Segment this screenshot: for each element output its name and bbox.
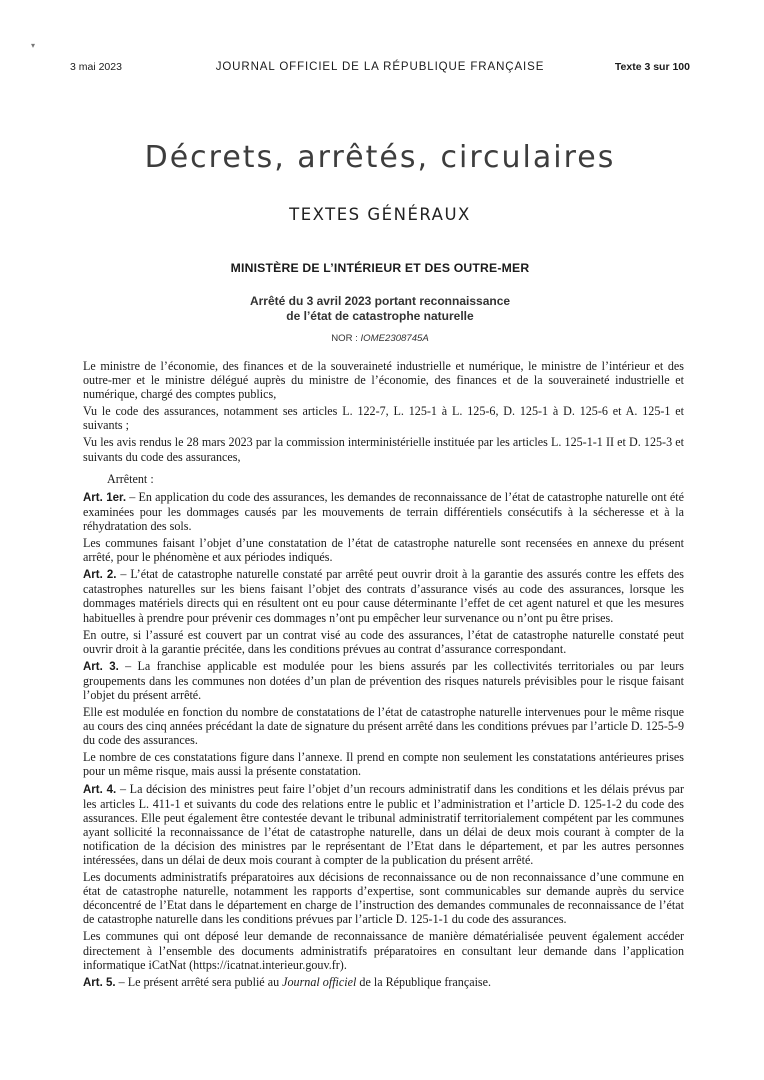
page-header: [70, 61, 690, 77]
article-5-text-post: de la République française.: [356, 974, 492, 989]
ministry-name: MINISTÈRE DE L’INTÉRIEUR ET DES OUTRE-MER: [230, 261, 530, 275]
article-3-paragraph-2: Elle est modulée en fonction du nombre de constatations de l’état de catastrophe naturelle intervenues pour le même risque au cours des cinq années précédant la date de signature du présent arrêté dans les conditions prévues par l’article D. 125-5-9 du code des assurances.: [83, 705, 684, 748]
article-4-text-1: – La décision des ministres peut faire l’objet d’un recours administratif dans les conditions et les délais prévus par les articles L. 411-1 et suivants du code des relations entre le public et l’administration et l’article D. 125-1-2 du code des assurances. Elle peut également être contestée devant le tribunal administratif territorialement compétent par les communes ayant sollicité la reconnaissance de l’état de catastrophe naturelle, dans un délai de deux mois courant à compter de la notification de la décision des ministres par le représentant de l’Etat dans le département, et par les autres personnes intéressées, dans un délai de deux mois courant à compter de la publication du présent arrêté.: [83, 781, 685, 867]
article-2-text-1: – L’état de catastrophe naturelle constaté par arrêté peut ouvrir droit à la garantie des assurés contre les effets des catastrophes naturelles sur les biens faisant l’objet des contrats d’assurance visés au code des assurances, lorsque les dommages matériels directs qui en résultent ont eu pour cause déterminante l’effet de cet agent naturel et que les mesures habituelles à prendre pour prévenir ces dommages n’ont pu empêcher leur survenance ou n’ont pu être prises.: [83, 567, 684, 625]
header-date: 3 mai 2023: [70, 61, 122, 73]
article-3-text-1: – La franchise applicable est modulée pour les biens assurés par les collectivités territoriales ou par leurs groupements dans les communes non dotées d’un plan de prévention des risques naturels prévisibles pour le risque faisant l’objet du présent arrêté.: [83, 658, 685, 702]
article-1-paragraph-1: [83, 490, 684, 533]
article-1-label: Art. 1er.: [83, 491, 127, 504]
article-1-text-1: – En application du code des assurances, les demandes de reconnaissance de l’état de catastrophe naturelle ont été examinées pour les dommages causés par les mouvements de terrain différentiels consécutifs à la sécheresse et à la réhydratation des sols.: [83, 489, 685, 533]
nor-label: NOR :: [331, 333, 361, 344]
header-text-number: Texte 3 sur 100: [614, 61, 690, 73]
article-4-label: Art. 4.: [83, 783, 117, 796]
article-3-paragraph-1: [83, 659, 684, 702]
vu-paragraph-1: Vu le code des assurances, notamment ses articles L. 122-7, L. 125-1 à L. 125-6, D. 125-1 à D. 125-6 et A. 125-1 et suivants ;: [83, 404, 684, 433]
article-5-journal-officiel: Journal officiel: [282, 974, 357, 989]
vu-paragraph-2: Vu les avis rendus le 28 mars 2023 par la commission interministérielle instituée par les articles L. 125-1-1 II et D. 125-3 et suivants du code des assurances,: [83, 435, 684, 464]
article-5-text-pre: – Le présent arrêté sera publié au: [115, 974, 283, 989]
arrete-title: [70, 294, 690, 323]
nor-reference: [70, 333, 690, 344]
sub-title: TEXTES GÉNÉRAUX: [289, 205, 471, 224]
article-2-paragraph-1: [83, 567, 684, 624]
arrete-title-line-1: Arrêté du 3 avril 2023 portant reconnaissance: [249, 294, 511, 308]
header-journal-title: JOURNAL OFFICIEL DE LA RÉPUBLIQUE FRANÇAISE: [215, 61, 545, 73]
article-4-paragraph-3: Les communes qui ont déposé leur demande de reconnaissance de manière dématérialisée peuvent également accéder directement à l’ensemble des documents administratifs préparatoires en consultant leur demande dans l’application informatique iCatNat (https://icatnat.interieur.gouv.fr).: [83, 929, 684, 972]
article-2-label: Art. 2.: [83, 569, 117, 582]
arretent-label: Arrêtent :: [107, 471, 154, 486]
arrete-title-line-2: de l’état de catastrophe naturelle: [286, 308, 474, 323]
article-3-paragraph-3: Le nombre de ces constatations figure dans l’annexe. Il prend en compte non seulement les constatations antérieures prises pour un même risque, mais aussi la présente constatation.: [83, 750, 684, 779]
scan-speck: ▾: [31, 41, 36, 50]
nor-code: IOME2308745A: [360, 333, 429, 344]
article-5-label: Art. 5.: [83, 976, 116, 989]
article-1-paragraph-2: Les communes faisant l’objet d’une constatation de l’état de catastrophe naturelle sont recensées en annexe du présent arrêté, pour le phénomène et aux périodes indiqués.: [83, 536, 684, 565]
article-2-paragraph-2: En outre, si l’assuré est couvert par un contrat visé au code des assurances, l’état de catastrophe naturelle constaté peut ouvrir droit à la garantie précitée, dans les conditions prévues au contrat d’assurance correspondant.: [83, 627, 684, 656]
article-4-paragraph-1: [83, 782, 684, 868]
document-body: [83, 359, 684, 993]
section-title: Décrets, arrêtés, circulaires: [144, 140, 616, 175]
article-5-paragraph: [83, 975, 684, 990]
article-4-paragraph-2: Les documents administratifs préparatoires aux décisions de reconnaissance ou de non reconnaissance d’une commune en état de catastrophe naturelle, notamment les rapports d’expertise, sont communicables sur demande auprès du service déconcentré de l’Etat dans le département en charge de l’instruction des demandes communales de reconnaissance de l’état de catastrophe naturelle dans les conditions prévues par l’article D. 125-1-1 du code des assurances.: [83, 870, 684, 927]
article-3-label: Art. 3.: [83, 660, 119, 673]
intro-paragraph: Le ministre de l’économie, des finances et de la souveraineté industrielle et numérique, le ministre de l’intérieur et des outre-mer et le ministre délégué auprès du ministre de l’économie, des finances et de la souveraineté industrielle et numérique, chargé des comptes publics,: [83, 359, 684, 402]
